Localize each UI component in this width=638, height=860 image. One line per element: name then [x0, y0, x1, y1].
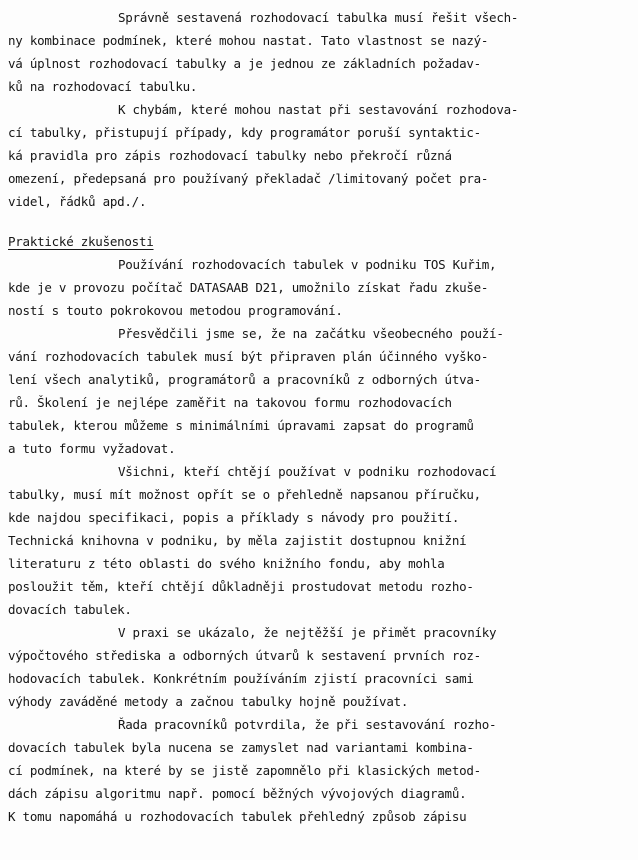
text-line: vání rozhodovacích tabulek musí být připraven plán účinného vyško- — [8, 349, 489, 364]
text-line: Všichni, kteří chtějí používat v podniku rozhodovací — [118, 464, 497, 479]
text-line: Správně sestavená rozhodovací tabulka musí řešit všech- — [118, 10, 519, 25]
text-line: V praxi se ukázalo, že nejtěžší je přimět pracovníky — [118, 625, 497, 640]
text-line: dovacích tabulek byla nucena se zamyslet nad variantami kombina- — [8, 740, 474, 755]
text-line: kde je v provozu počítač DATASAAB D21, umožnilo získat řadu zkuše- — [8, 280, 489, 295]
section-heading: Praktické zkušenosti — [8, 234, 154, 249]
text-line: rů. Školení je nejlépe zaměřit na takovou formu rozhodovacích — [8, 395, 452, 410]
text-line: ků na rozhodovací tabulku. — [8, 79, 198, 94]
text-line: Technická knihovna v podniku, by měla zajistit dostupnou knižní — [8, 533, 467, 548]
text-line: K chybám, které mohou nastat při sestavování rozhodova- — [118, 102, 519, 117]
text-line: K tomu napomáhá u rozhodovacích tabulek přehledný způsob zápisu — [8, 809, 467, 824]
text-line: tabulky, musí mít možnost opřít se o přehledně napsanou příručku, — [8, 487, 481, 502]
text-line: Řada pracovníků potvrdila, že při sestavování rozho- — [118, 717, 497, 732]
text-line: tabulek, kterou můžeme s minimálními úpravami zapsat do programů — [8, 418, 474, 433]
text-line: a tuto formu vyžadovat. — [8, 441, 176, 456]
text-line: omezení, předepsaná pro používaný překladač /limitovaný počet pra- — [8, 171, 489, 186]
text-line: posloužit těm, kteří chtějí důkladněji prostudovat metodu rozho- — [8, 579, 474, 594]
text-line: výhody zaváděné metody a začnou tabulky hojně používat. — [8, 694, 409, 709]
text-line: dách zápisu algoritmu např. pomocí běžných vývojových diagramů. — [8, 786, 467, 801]
text-line: cí podmínek, na které by se jistě zapomnělo při klasických metod- — [8, 763, 481, 778]
text-line: vá úplnost rozhodovací tabulky a je jednou ze základních požadav- — [8, 56, 481, 71]
text-line: ny kombinace podmínek, které mohou nastat. Tato vlastnost se nazý- — [8, 33, 489, 48]
text-line: dovacích tabulek. — [8, 602, 132, 617]
text-line: Používání rozhodovacích tabulek v podniku TOS Kuřim, — [118, 257, 497, 272]
text-line: ká pravidla pro zápis rozhodovací tabulky nebo překročí různá — [8, 148, 452, 163]
text-line: kde najdou specifikaci, popis a příklady s návody pro použití. — [8, 510, 460, 525]
text-line: literaturu z této oblasti do svého knižního fondu, aby mohla — [8, 556, 445, 571]
text-line: Přesvědčili jsme se, že na začátku všeobecného použí- — [118, 326, 504, 341]
text-line: cí tabulky, přistupují případy, kdy programátor poruší syntaktic- — [8, 125, 481, 140]
text-line: hodovacích tabulek. Konkrétním používáním zjistí pracovníci sami — [8, 671, 474, 686]
text-line: výpočtového střediska a odborných útvarů k sestavení prvních roz- — [8, 648, 481, 663]
text-line: ností s touto pokrokovou metodou programování. — [8, 303, 343, 318]
text-line: lení všech analytiků, programátorů a pracovníků z odborných útva- — [8, 372, 481, 387]
text-line: videl, řádků apd./. — [8, 194, 147, 209]
